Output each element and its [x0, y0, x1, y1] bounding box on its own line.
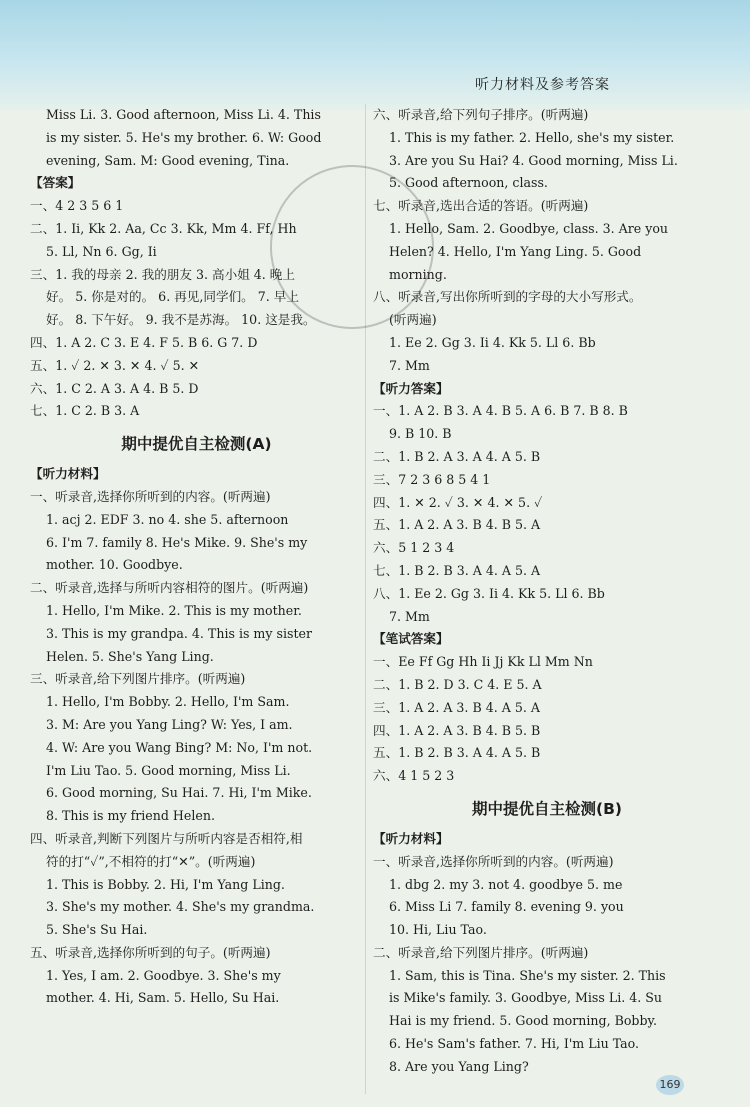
question-head: 五、听录音,选择你所听到的句子。(听两遍)	[30, 944, 271, 960]
answer-line: 二、1. B 2. A 3. A 4. A 5. B	[373, 448, 541, 464]
question-line: 8. This is my friend Helen.	[46, 808, 215, 824]
answer-line: 六、5 1 2 3 4	[373, 540, 455, 556]
question-line: 4. W: Are you Wang Bing? M: No, I'm not.	[46, 739, 313, 755]
question-head: 八、听录音,写出你所听到的字母的大小写形式。	[373, 289, 642, 305]
listening-heading: 【听力材料】	[373, 830, 449, 846]
question-head: 符的打“✓”,不相符的打“✕”。(听两遍)	[46, 853, 256, 869]
question-line: 1. Hello, I'm Mike. 2. This is my mother.	[46, 602, 302, 618]
question-line: 3. She's my mother. 4. She's my grandma.	[46, 899, 315, 915]
answer-line: 三、7 2 3 6 8 5 4 1	[373, 471, 491, 487]
answer-line: 好。 5. 你是对的。 6. 再见,同学们。 7. 早上	[46, 289, 299, 305]
answer-line: 七、1. B 2. B 3. A 4. A 5. A	[373, 562, 541, 578]
question-line: 10. Hi, Liu Tao.	[389, 922, 487, 938]
question-line: 1. Hello, I'm Bobby. 2. Hello, I'm Sam.	[46, 694, 290, 710]
question-line: 1. Ee 2. Gg 3. Ii 4. Kk 5. Ll 6. Bb	[389, 334, 596, 350]
intro-line: Miss Li. 3. Good afternoon, Miss Li. 4. This	[46, 107, 321, 122]
question-line: 3. M: Are you Yang Ling? W: Yes, I am.	[46, 716, 293, 732]
question-head: 二、听录音,给下列图片排序。(听两遍)	[373, 944, 589, 960]
question-line: 6. He's Sam's father. 7. Hi, I'm Liu Tao.	[389, 1036, 640, 1052]
answer-line: 六、4 1 5 2 3	[373, 768, 455, 784]
question-line: 1. dbg 2. my 3. not 4. goodbye 5. me	[389, 876, 623, 892]
answer-line: 7. Mm	[389, 608, 430, 624]
answer-line: 三、1. A 2. A 3. B 4. A 5. A	[373, 699, 540, 715]
question-line: 1. Yes, I am. 2. Goodbye. 3. She's my	[46, 967, 281, 983]
question-line: 7. Mm	[389, 357, 430, 373]
answers-heading: 【答案】	[30, 175, 81, 191]
answer-line: 八、1. Ee 2. Gg 3. Ii 4. Kk 5. Ll 6. Bb	[373, 585, 605, 601]
listening-answers-heading: 【听力答案】	[373, 380, 449, 396]
answer-line: 五、1. A 2. A 3. B 4. B 5. A	[373, 517, 541, 533]
answer-line: 一、1. A 2. B 3. A 4. B 5. A 6. B 7. B 8. B	[373, 403, 628, 419]
question-line: 1. Sam, this is Tina. She's my sister. 2. This	[389, 967, 666, 983]
question-line: 1. This is my father. 2. Hello, she's my sister.	[389, 129, 675, 145]
page-header-band	[0, 0, 750, 110]
section-b-title: 期中提优自主检测(B)	[472, 799, 622, 818]
answer-line: 四、1. A 2. C 3. E 4. F 5. B 6. G 7. D	[30, 334, 258, 350]
page-number: 169	[656, 1075, 684, 1095]
answer-line: 三、1. 我的母亲 2. 我的朋友 3. 高小姐 4. 晚上	[30, 266, 295, 282]
question-line: Helen? 4. Hello, I'm Yang Ling. 5. Good	[389, 243, 642, 259]
question-line: Hai is my friend. 5. Good morning, Bobby.	[389, 1013, 657, 1029]
right-column	[373, 104, 721, 1079]
question-line: 6. Miss Li 7. family 8. evening 9. you	[389, 899, 624, 915]
answer-line: 一、Ee Ff Gg Hh Ii Jj Kk Ll Mm Nn	[373, 654, 593, 670]
answer-line: 五、1. ✓ 2. ✕ 3. ✕ 4. ✓ 5. ✕	[30, 357, 200, 373]
question-head: 六、听录音,给下列句子排序。(听两遍)	[373, 107, 589, 122]
answer-line: 七、1. C 2. B 3. A	[30, 403, 140, 419]
answer-line: 五、1. B 2. B 3. A 4. A 5. B	[373, 745, 541, 761]
question-line: mother. 4. Hi, Sam. 5. Hello, Su Hai.	[46, 990, 280, 1006]
section-a-title: 期中提优自主检测(A)	[121, 435, 272, 454]
listening-heading: 【听力材料】	[30, 466, 106, 482]
written-answers-heading: 【笔试答案】	[373, 631, 449, 647]
question-line: is Mike's family. 3. Goodbye, Miss Li. 4. Su	[389, 990, 662, 1006]
answer-line: 9. B 10. B	[389, 426, 452, 442]
intro-line: evening, Sam. M: Good evening, Tina.	[46, 152, 290, 168]
question-line: 6. I'm 7. family 8. He's Mike. 9. She's my	[46, 534, 308, 550]
answer-line: 一、4 2 3 5 6 1	[30, 198, 124, 214]
question-line: 1. This is Bobby. 2. Hi, I'm Yang Ling.	[46, 876, 285, 892]
question-line: Helen. 5. She's Yang Ling.	[46, 648, 214, 664]
answer-line: 六、1. C 2. A 3. A 4. B 5. D	[30, 380, 199, 396]
answer-line: 5. Ll, Nn 6. Gg, Ii	[46, 243, 157, 259]
answer-line: 四、1. A 2. A 3. B 4. B 5. B	[373, 722, 541, 738]
question-head: 一、听录音,选择你所听到的内容。(听两遍)	[373, 853, 614, 869]
question-head: 三、听录音,给下列图片排序。(听两遍)	[30, 671, 246, 687]
question-line: 1. Hello, Sam. 2. Goodbye, class. 3. Are you	[389, 220, 669, 236]
question-head: (听两遍)	[389, 312, 437, 328]
question-line: 3. Are you Su Hai? 4. Good morning, Miss Li.	[389, 152, 678, 168]
question-line: I'm Liu Tao. 5. Good morning, Miss Li.	[46, 762, 291, 778]
question-line: 8. Are you Yang Ling?	[389, 1058, 529, 1074]
question-line: 5. Good afternoon, class.	[389, 175, 548, 191]
left-column	[30, 104, 363, 1010]
intro-line: is my sister. 5. He's my brother. 6. W: Good	[46, 129, 322, 145]
column-divider	[365, 104, 366, 1094]
answer-line: 四、1. ✕ 2. ✓ 3. ✕ 4. ✕ 5. ✓	[373, 494, 543, 510]
question-head: 二、听录音,选择与所听内容相符的图片。(听两遍)	[30, 580, 309, 596]
question-line: 3. This is my grandpa. 4. This is my sister	[46, 625, 312, 641]
question-line: mother. 10. Goodbye.	[46, 557, 183, 573]
question-line: 5. She's Su Hai.	[46, 922, 148, 938]
question-line: morning.	[389, 266, 447, 282]
question-line: 6. Good morning, Su Hai. 7. Hi, I'm Mike.	[46, 785, 312, 801]
question-line: 1. acj 2. EDF 3. no 4. she 5. afternoon	[46, 511, 289, 527]
answer-line: 二、1. Ii, Kk 2. Aa, Cc 3. Kk, Mm 4. Ff, Hh	[30, 220, 297, 236]
header-title: 听力材料及参考答案	[475, 77, 610, 93]
question-head: 七、听录音,选出合适的答语。(听两遍)	[373, 198, 589, 214]
answer-line: 二、1. B 2. D 3. C 4. E 5. A	[373, 676, 542, 692]
question-head: 四、听录音,判断下列图片与所听内容是否相符,相	[30, 830, 303, 846]
answer-line: 好。 8. 下午好。 9. 我不是苏海。 10. 这是我。	[46, 312, 316, 328]
question-head: 一、听录音,选择你所听到的内容。(听两遍)	[30, 488, 271, 504]
